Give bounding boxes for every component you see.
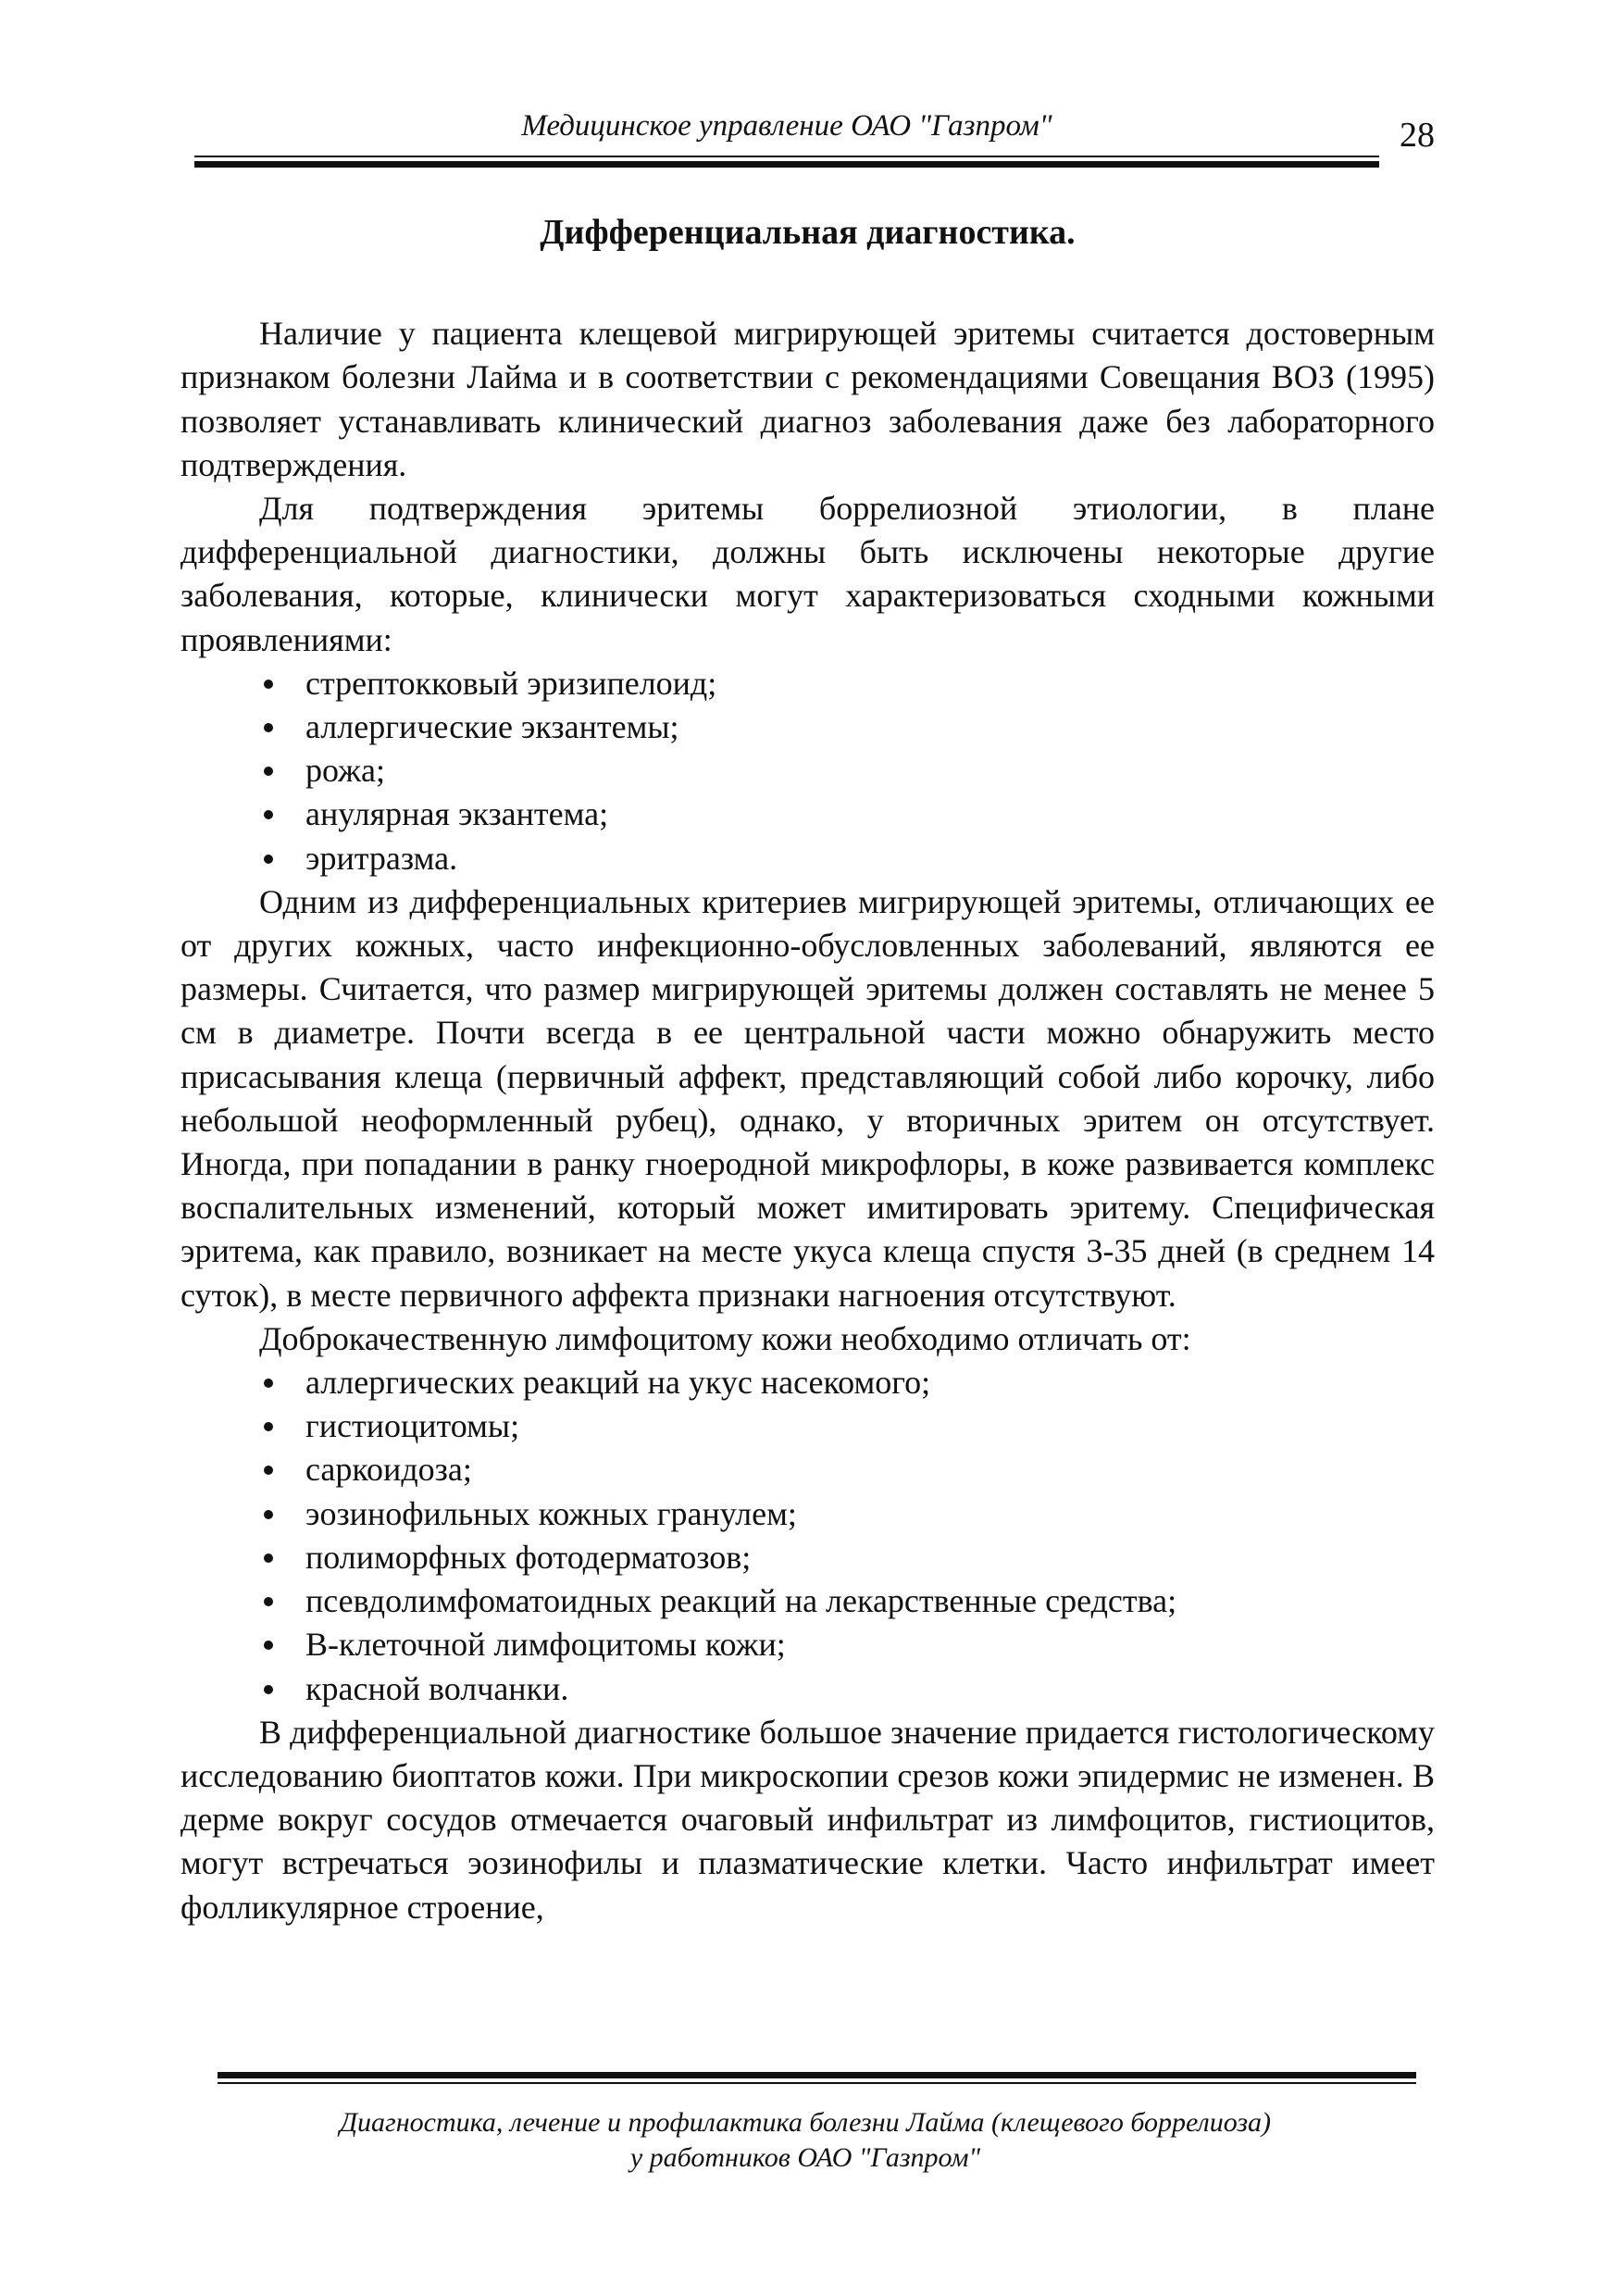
- footer-line-2: у работников ОАО "Газпром": [629, 2142, 981, 2173]
- list-item: [180, 1579, 1435, 1623]
- bullet-icon: [264, 810, 273, 819]
- differential-list-lymphocytoma: [180, 1361, 1435, 1711]
- paragraph-2: Для подтверждения эритемы боррелиозной этиологии, в плане дифференциальной диагностики, должны быть исключены некоторые другие заболевания, которые, клинически могут характеризоваться сходными кожными проявлениями:: [180, 490, 1435, 658]
- bullet-icon: [264, 1379, 273, 1388]
- list-item: [180, 1536, 1435, 1579]
- bullet-icon: [264, 1685, 273, 1694]
- list-item: [180, 1361, 1435, 1404]
- list-item: [180, 1667, 1435, 1711]
- list-item-text: полиморфных фотодерматозов;: [305, 1538, 752, 1576]
- list-item-text: аллергических реакций на укус насекомого;: [305, 1364, 931, 1402]
- list-item: [180, 1404, 1435, 1448]
- page-body: [180, 211, 1435, 1929]
- page-number: 28: [1400, 116, 1435, 155]
- list-item: [180, 749, 1435, 792]
- footer-rule-thick: [218, 2072, 1416, 2078]
- list-item: [180, 705, 1435, 749]
- bullet-icon: [264, 1422, 273, 1431]
- paragraph-1: Наличие у пациента клещевой мигрирующей эритемы считается достоверным признаком болезни Лайма и в соответствии с рекомендациями Совещания ВОЗ (1995) позволяет устанавливать клинический диагноз заболевания даже без лабораторного подтверждения.: [180, 315, 1435, 483]
- bullet-icon: [264, 1466, 273, 1475]
- bullet-icon: [264, 1554, 273, 1563]
- differential-list-erythema: [180, 662, 1435, 880]
- list-item-text: эритразма.: [305, 839, 458, 877]
- list-item-text: псевдолимфоматоидных реакций на лекарственные средства;: [305, 1582, 1177, 1620]
- paragraph-3: Одним из дифференциальных критериев мигрирующей эритемы, отличающих ее от других кожных, часто инфекционно-обусловленных заболеваний, являются ее размеры. Считается, что размер мигрирующей эритемы должен составлять не менее 5 см в диаметре. Почти всегда в ее центральной части можно обнаружить место присасывания клеща (первичный аффект, представляющий собой либо корочку, либо небольшой неоформленный рубец), однако, у вторичных эритем он отсутствует. Иногда, при попадании в ранку гноеродной микрофлоры, в коже развивается комплекс воспалительных изменений, который может имитировать эритему. Специфическая эритема, как правило, возникает на месте укуса клеща спустя 3-35 дней (в среднем 14 суток), в месте первичного аффекта признаки нагноения отсутствуют.: [180, 882, 1435, 1314]
- bullet-icon: [264, 1597, 273, 1606]
- footer-text: [180, 2105, 1430, 2176]
- bullet-icon: [264, 1510, 273, 1519]
- paragraph-5: В дифференциальной диагностике большое значение придается гистологическому исследованию биоптатов кожи. При микроскопии срезов кожи эпидермис не изменен. В дерме вокруг сосудов отмечается очаговый инфильтрат из лимфоцитов, гистиоцитов, могут встречаться эозинофилы и плазматические клетки. Часто инфильтрат имеет фолликулярное строение,: [180, 1713, 1435, 1926]
- bullet-icon: [264, 855, 273, 864]
- bullet-icon: [264, 680, 273, 689]
- bullet-icon: [264, 723, 273, 732]
- list-item-text: красной волчанки.: [305, 1669, 569, 1707]
- list-item: [180, 662, 1435, 705]
- list-item: [180, 1448, 1435, 1491]
- paragraph-4: Доброкачественную лимфоцитому кожи необходимо отличать от:: [259, 1319, 1191, 1357]
- list-item-text: анулярная экзантема;: [305, 795, 609, 833]
- list-item: [180, 1492, 1435, 1536]
- footer-line-1: Диагностика, лечение и профилактика болезни Лайма (клещевого боррелиоза): [339, 2107, 1272, 2138]
- bullet-icon: [264, 1641, 273, 1650]
- list-item-text: В-клеточной лимфоцитомы кожи;: [305, 1626, 786, 1664]
- header-rule-thick: [194, 161, 1379, 168]
- list-item: [180, 1623, 1435, 1666]
- list-item-text: гистиоцитомы;: [305, 1407, 520, 1445]
- list-item-text: саркоидоза;: [305, 1451, 472, 1489]
- list-item-text: аллергические экзантемы;: [305, 708, 679, 746]
- header-title: Медицинское управление ОАО "Газпром": [521, 109, 1052, 143]
- footer-rule-thin: [218, 2082, 1416, 2084]
- list-item-text: рожа;: [305, 752, 385, 790]
- bullet-icon: [264, 767, 273, 776]
- header-rule-thin: [194, 156, 1379, 157]
- list-item: [180, 837, 1435, 880]
- list-item-text: стрептокковый эризипелоид;: [305, 664, 717, 702]
- list-item: [180, 792, 1435, 836]
- list-item-text: эозинофильных кожных гранулем;: [305, 1494, 797, 1532]
- page-header: [194, 109, 1444, 174]
- section-heading: Дифференциальная диагностика.: [540, 213, 1076, 252]
